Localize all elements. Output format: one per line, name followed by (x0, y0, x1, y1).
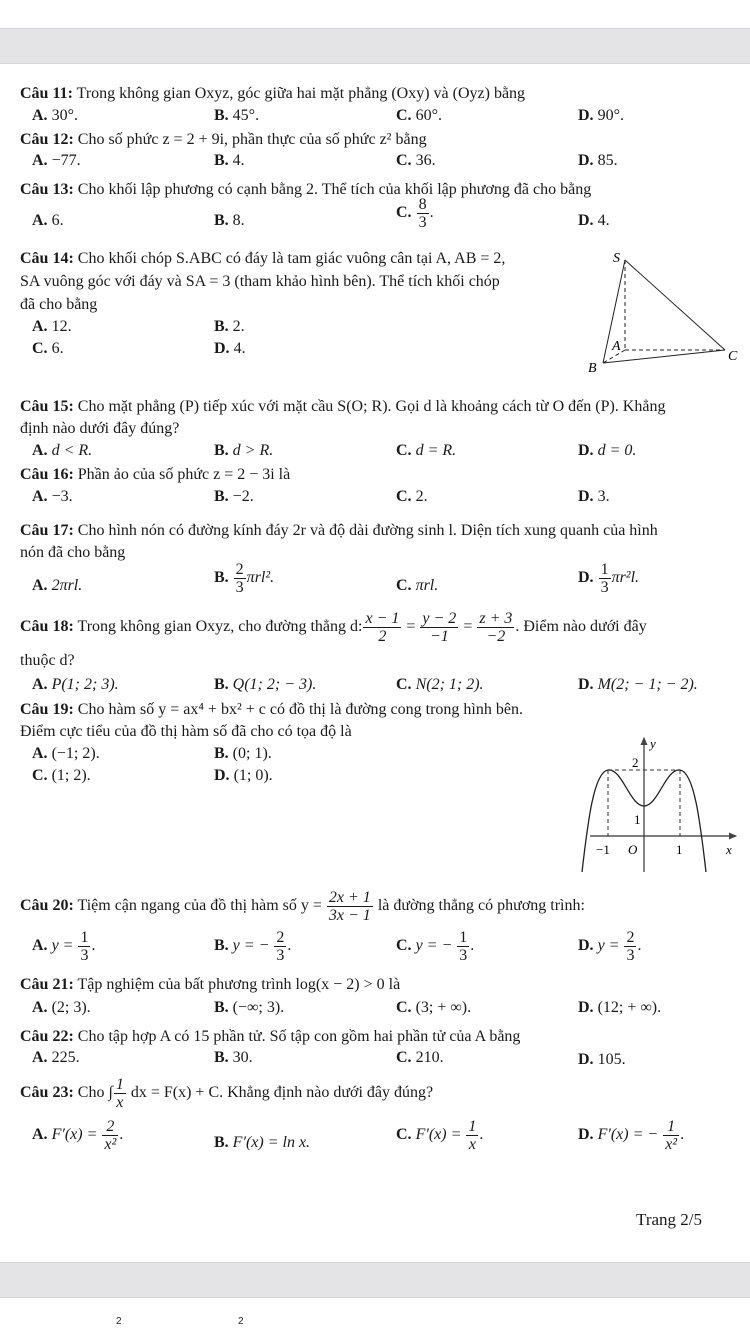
question-22: Câu 22: Cho tập hợp A có 15 phần tử. Số tập con gồm hai phần tử của A bằng (20, 1028, 521, 1045)
question-21: Câu 21: Tập nghiệm của bất phương trình log(x − 2) > 0 là (20, 976, 401, 993)
question-17-line-2: nón đã cho bằng (20, 544, 126, 561)
page-separator-bottom (0, 1262, 750, 1298)
q20-option-a: A. y = $\frac{1}{3}$ . (32, 929, 96, 964)
edge-SC (625, 260, 725, 350)
q23-option-c: C. F′(x) = $\frac{1}{x}$ . (396, 1118, 484, 1153)
q22-option-b: B. 30. (214, 1049, 253, 1066)
q16-option-d: D. 3. (578, 488, 610, 505)
q17-option-a: A. 2πrl. (32, 577, 83, 594)
next-page-number-2: 2 (238, 1316, 244, 1327)
q19-option-c: C. (1; 2). (32, 767, 91, 784)
page-separator-top (0, 28, 750, 64)
label-A: A (612, 339, 621, 354)
q15-option-c: C. d = R. (396, 442, 457, 459)
q22-option-c: C. 210. (396, 1049, 444, 1066)
q19-option-b: B. (0; 1). (214, 745, 272, 762)
quartic-graph (580, 730, 745, 875)
question-19-line-2: Điểm cực tiểu của đồ thị hàm số đã cho có tọa độ là (20, 723, 352, 740)
q11-option-b: B. 45°. (214, 107, 260, 124)
label-1: 1 (634, 812, 641, 827)
q19-option-d: D. (1; 0). (214, 767, 273, 784)
q17-option-b: B. $\frac{2}{3}$ πrl². (214, 561, 275, 596)
q18-option-d: D. M(2; − 1; − 2). (578, 676, 698, 693)
q22-option-a: A. 225. (32, 1049, 80, 1066)
question-11: Câu 11: Trong không gian Oxyz, góc giữa hai mặt phẳng (Oxy) và (Oyz) bằng (20, 85, 526, 102)
q12-option-b: B. 4. (214, 152, 245, 169)
label-x: x (726, 842, 732, 857)
q13-option-a: A. 6. (32, 212, 64, 229)
next-page-number-1: 2 (116, 1316, 122, 1327)
question-14-line-1: Câu 14: Cho khối chóp S.ABC có đáy là tam giác vuông cân tại A, AB = 2, (20, 250, 506, 267)
q14-option-a: A. 12. (32, 318, 72, 335)
q20-option-c: C. y = − $\frac{1}{3}$ . (396, 929, 475, 964)
label-S: S (613, 251, 620, 266)
q14-option-c: C. 6. (32, 340, 64, 357)
q23-option-a: A. F′(x) = $\frac{2}{\text{x²}}$ . (32, 1118, 124, 1153)
label-O: O (628, 842, 638, 857)
question-15-line-1: Câu 15: Cho mặt phẳng (P) tiếp xúc với mặt cầu S(O; R). Gọi d là khoảng cách từ O đến (P). Khẳng (20, 398, 666, 415)
q23-option-d: D. F′(x) = − $\frac{1}{\text{x²}}$ . (578, 1118, 685, 1153)
q11-option-c: C. 60°. (396, 107, 442, 124)
question-14-line-2: SA vuông góc với đáy và SA = 3 (tham khảo hình bên). Thể tích khối chóp (20, 273, 500, 290)
q18-option-c: C. N(2; 1; 2). (396, 676, 484, 693)
q14-option-d: D. 4. (214, 340, 246, 357)
q12-option-d: D. 85. (578, 152, 618, 169)
question-23: Câu 23: Cho ∫ $\frac{1}{x}$ dx = F(x) + C. Khẳng định nào dưới đây đúng? (20, 1076, 434, 1111)
q17-option-d: D. $\frac{1}{3}$ πr²l. (578, 561, 640, 596)
q13-option-b: B. 8. (214, 212, 245, 229)
page-footer: Trang 2/5 (636, 1210, 702, 1229)
q21-option-d: D. (12; + ∞). (578, 999, 662, 1016)
q13-option-c: C. $\frac{8}{3}$ . (396, 196, 434, 231)
label-neg1: −1 (596, 842, 610, 857)
q15-option-b: B. d > R. (214, 442, 274, 459)
q11-option-d: D. 90°. (578, 107, 624, 124)
q13-option-d: D. 4. (578, 212, 610, 229)
label-C: C (728, 349, 738, 364)
q14-option-b: B. 2. (214, 318, 245, 335)
label-y: y (650, 736, 656, 751)
question-18-line-1: Câu 18: Trong không gian Oxyz, cho đường thẳng d: $\frac{x - 1}{2}$ = $\frac{y - 2}{-1}$ = $\frac{z + 3}{-2}$ . Điểm nào dưới đây (20, 610, 647, 645)
q12-option-c: C. 36. (396, 152, 436, 169)
q21-option-b: B. (−∞; 3). (214, 999, 285, 1016)
question-15-line-2: định nào dưới đây đúng? (20, 420, 180, 437)
q23-option-b: B. F′(x) = ln x. (214, 1134, 311, 1151)
q20-option-b: B. y = − $\frac{2}{3}$ . (214, 929, 292, 964)
label-2: 2 (632, 755, 639, 770)
q15-option-a: A. d < R. (32, 442, 93, 459)
question-20: Câu 20: Tiệm cận ngang của đồ thị hàm số y = $\frac{2x + 1}{3x - 1}$ là đường thẳng có phương trình: (20, 889, 585, 924)
q18-option-a: A. P(1; 2; 3). (32, 676, 119, 693)
q21-option-c: C. (3; + ∞). (396, 999, 472, 1016)
q20-option-d: D. y = $\frac{2}{3}$ . (578, 929, 642, 964)
question-16: Câu 16: Phần ảo của số phức z = 2 − 3i là (20, 466, 291, 483)
q17-option-c: C. πrl. (396, 577, 439, 594)
question-17-line-1: Câu 17: Cho hình nón có đường kính đáy 2r và độ dài đường sinh l. Diện tích xung quanh của hình (20, 522, 658, 539)
label-pos1: 1 (676, 842, 683, 857)
q19-option-a: A. (−1; 2). (32, 745, 100, 762)
label-B: B (588, 361, 597, 373)
pyramid-figure (585, 248, 745, 373)
q18-option-b: B. Q(1; 2; − 3). (214, 676, 317, 693)
q16-option-b: B. −2. (214, 488, 254, 505)
q15-option-d: D. d = 0. (578, 442, 637, 459)
question-13: Câu 13: Cho khối lập phương có cạnh bằng 2. Thể tích của khối lập phương đã cho bằng (20, 181, 592, 198)
question-18-line-2: thuộc d? (20, 652, 75, 669)
question-14-line-3: đã cho bằng (20, 296, 98, 313)
q11-option-a: A. 30°. (32, 107, 78, 124)
edge-BC (603, 350, 725, 363)
question-19-line-1: Câu 19: Cho hàm số y = ax⁴ + bx² + c có đồ thị là đường cong trong hình bên. (20, 701, 523, 718)
q12-option-a: A. −77. (32, 152, 81, 169)
q22-option-d: D. 105. (578, 1051, 626, 1068)
question-12: Câu 12: Cho số phức z = 2 + 9i, phần thực của số phức z² bằng (20, 131, 427, 148)
exam-page (0, 63, 750, 1261)
q21-option-a: A. (2; 3). (32, 999, 91, 1016)
q16-option-c: C. 2. (396, 488, 428, 505)
q16-option-a: A. −3. (32, 488, 73, 505)
